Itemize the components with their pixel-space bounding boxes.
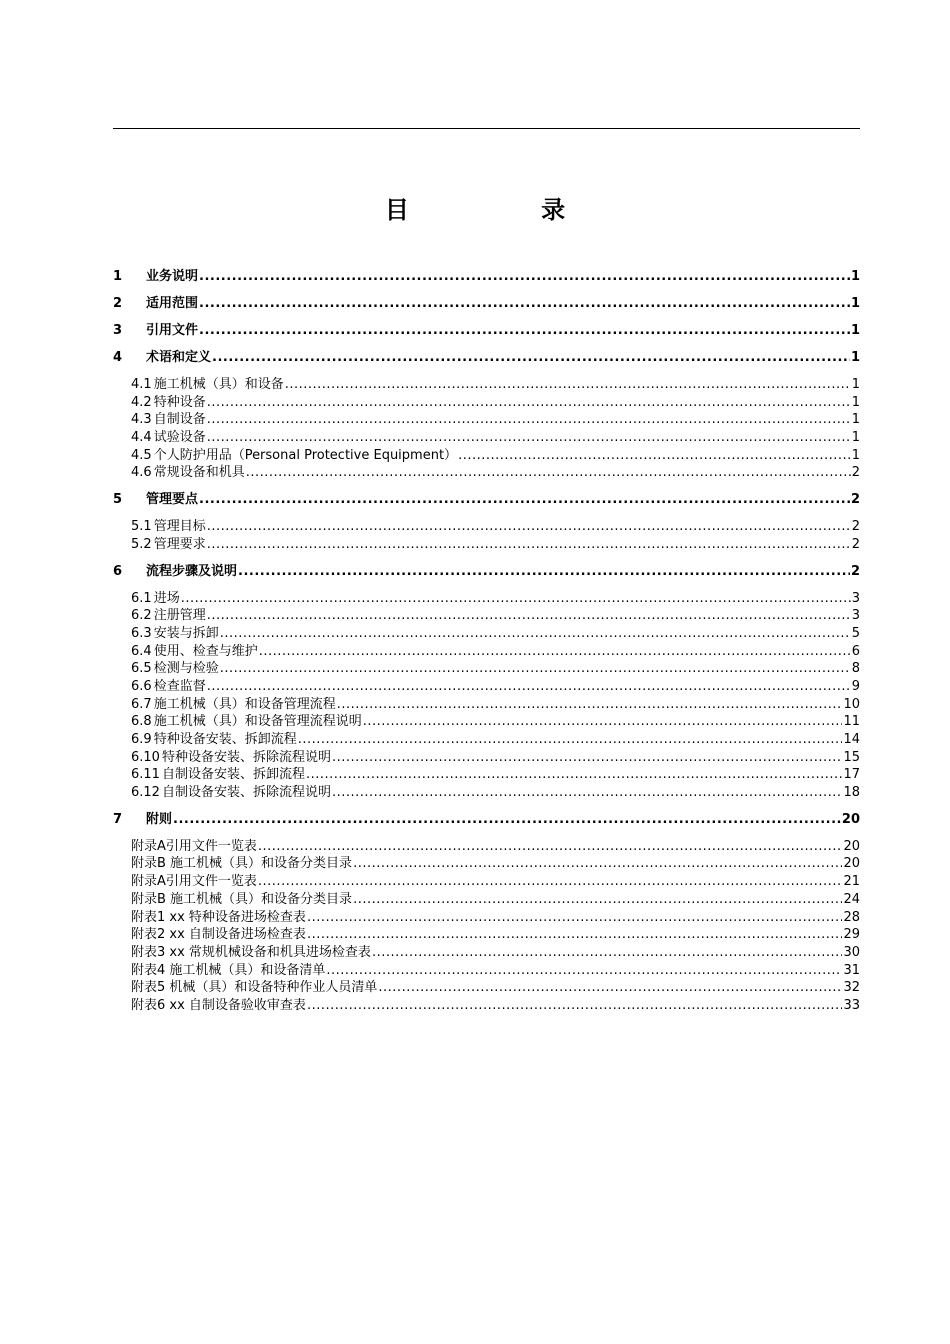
toc-entry-number: 6.12	[131, 785, 160, 801]
toc-entry-label: 附表3 xx 常规机械设备和机具进场检查表	[131, 944, 371, 960]
toc-entry-label: 适用范围	[146, 296, 199, 311]
toc-chapter-entry[interactable]	[113, 295, 860, 313]
toc-entry-title	[131, 429, 206, 447]
toc-page-number: 1	[851, 394, 860, 410]
toc-entry-number: 4.5	[131, 447, 152, 463]
toc-entry-number: 6.10	[131, 749, 160, 765]
toc-entry-title	[131, 766, 305, 784]
toc-section-entry[interactable]	[113, 926, 860, 944]
dot-leader	[298, 731, 843, 749]
toc-section-entry[interactable]	[113, 979, 860, 997]
toc-entry-number: 5.2	[131, 536, 152, 552]
toc-entry-label: 进场	[153, 590, 180, 606]
toc-entry-label: 检查监督	[153, 678, 206, 694]
toc-page-number: 2	[851, 465, 860, 481]
toc-page-number: 30	[843, 944, 860, 960]
toc-page-number: 1	[850, 269, 860, 284]
toc-entry-label: 附表4 施工机械（具）和设备清单	[131, 962, 326, 978]
dot-leader	[207, 607, 851, 625]
toc-section-entry[interactable]	[113, 997, 860, 1015]
toc-page-number: 14	[843, 732, 860, 747]
toc-page-number: 28	[843, 909, 860, 925]
toc-page-number: 21	[843, 874, 860, 890]
toc-section-entry[interactable]	[113, 464, 860, 482]
toc-section-entry[interactable]	[113, 411, 860, 429]
toc-entry-label: 特种设备	[153, 394, 206, 410]
toc-entry-title	[131, 394, 206, 412]
toc-chapter-entry[interactable]	[113, 811, 860, 829]
dot-leader	[353, 855, 842, 873]
toc-entry-title	[131, 607, 206, 625]
toc-entry-number: 6.7	[131, 696, 152, 712]
dot-leader	[207, 394, 851, 412]
toc-chapter-entry[interactable]	[113, 349, 860, 367]
toc-entry-title	[113, 295, 198, 313]
toc-entry-number: 6.11	[131, 767, 160, 783]
toc-entry-title	[131, 625, 219, 643]
toc-section-entry[interactable]	[113, 447, 860, 465]
toc-entry-number: 5	[113, 492, 123, 508]
toc-page-number: 1	[850, 296, 860, 311]
toc-page-number: 32	[843, 980, 860, 996]
toc-chapter-entry[interactable]	[113, 491, 860, 509]
toc-entry-label: 特种设备安装、拆卸流程	[153, 732, 297, 747]
toc-section-entry[interactable]	[113, 643, 860, 661]
toc-entry-number: 6.2	[131, 608, 152, 624]
dot-leader	[212, 349, 850, 367]
toc-page-number: 20	[841, 811, 860, 827]
dot-leader	[332, 784, 842, 802]
toc-entry-title	[131, 376, 284, 394]
toc-section-entry[interactable]	[113, 429, 860, 447]
toc-entry-label: 附录B 施工机械（具）和设备分类目录	[131, 856, 353, 872]
toc-section-entry[interactable]	[113, 749, 860, 767]
toc-entry-title	[131, 731, 297, 749]
toc-entry-title	[131, 518, 206, 536]
toc-entry-title	[131, 411, 206, 429]
toc-page-number: 2	[851, 536, 860, 552]
toc-entry-title	[113, 563, 237, 581]
toc-page-number: 3	[851, 608, 860, 624]
toc-chapter-entry[interactable]	[113, 268, 860, 286]
toc-section-entry[interactable]	[113, 376, 860, 394]
toc-page-number: 20	[843, 838, 860, 854]
toc-page-number: 33	[843, 997, 860, 1013]
toc-section-entry[interactable]	[113, 909, 860, 927]
toc-section-entry[interactable]	[113, 660, 860, 678]
toc-entry-title	[131, 660, 219, 678]
toc-entry-number: 3	[113, 323, 123, 338]
dot-leader	[332, 749, 842, 767]
toc-entry-label: 施工机械（具）和设备管理流程	[153, 696, 336, 712]
toc-page-number: 17	[843, 767, 860, 783]
dot-leader	[378, 979, 842, 997]
toc-entry-title	[131, 447, 457, 465]
toc-entry-number: 6.9	[131, 732, 152, 747]
toc-entry-title	[131, 536, 206, 554]
toc-page-number: 29	[843, 927, 860, 943]
toc-entry-label: 特种设备安装、拆除流程说明	[161, 749, 331, 765]
dot-leader	[173, 811, 841, 829]
toc-section-entry[interactable]	[113, 838, 860, 856]
header-rule	[113, 128, 860, 129]
toc-entry-label: 安装与拆卸	[153, 625, 219, 641]
dot-leader	[181, 590, 851, 608]
dot-leader	[307, 997, 843, 1015]
toc-entry-label: 使用、检查与维护	[153, 643, 258, 659]
toc-entry-number: 6	[113, 563, 123, 579]
toc-page-number: 1	[851, 430, 860, 446]
toc-entry-number: 7	[113, 811, 123, 827]
toc-section-entry[interactable]	[113, 394, 860, 412]
toc-section-entry[interactable]	[113, 713, 860, 731]
toc-page-number: 10	[843, 696, 860, 712]
toc-entry-label: 管理目标	[153, 519, 206, 535]
toc-entry-title	[131, 962, 325, 980]
toc-entry-label: 术语和定义	[146, 350, 212, 365]
page-title: 目 录	[384, 196, 628, 224]
toc-entry-number: 6.3	[131, 625, 152, 641]
toc-page-number: 1	[850, 323, 860, 338]
toc-entry-title	[113, 491, 198, 509]
toc-page-number: 1	[851, 377, 860, 392]
toc-entry-title	[131, 926, 306, 944]
toc-section-entry[interactable]	[113, 962, 860, 980]
toc-section-entry[interactable]	[113, 536, 860, 554]
toc-entry-title	[131, 979, 377, 997]
toc-section-entry[interactable]	[113, 590, 860, 608]
dot-leader	[458, 447, 851, 465]
toc-page-number: 2	[850, 563, 860, 579]
toc-entry-label: 附录A引用文件一览表	[131, 874, 257, 890]
toc-entry-title	[113, 349, 211, 367]
toc-entry-number: 5.1	[131, 519, 152, 535]
toc-chapter-entry[interactable]	[113, 322, 860, 340]
toc-entry-number: 4.4	[131, 430, 152, 446]
dot-leader	[207, 518, 851, 536]
toc-entry-label: 引用文件	[146, 323, 199, 338]
toc-section-entry[interactable]	[113, 855, 860, 873]
toc-page-number: 11	[843, 714, 860, 730]
toc-entry-number: 6.4	[131, 643, 152, 659]
toc-entry-title	[131, 944, 371, 962]
toc-page-number: 15	[843, 749, 860, 765]
toc-entry-number: 6.8	[131, 714, 152, 730]
toc-entry-title	[131, 855, 352, 873]
toc-entry-title	[131, 643, 258, 661]
dot-leader	[199, 322, 850, 340]
toc-entry-number: 4.2	[131, 394, 152, 410]
toc-section-entry[interactable]	[113, 784, 860, 802]
dot-leader	[306, 766, 842, 784]
toc-entry-number: 6.1	[131, 590, 152, 606]
toc-page-number: 24	[843, 891, 860, 907]
toc-section-entry[interactable]	[113, 678, 860, 696]
toc-entry-title	[131, 784, 331, 802]
toc-entry-label: 检测与检验	[153, 661, 219, 677]
dot-leader	[199, 295, 850, 313]
toc-entry-title	[131, 590, 180, 608]
toc-entry-title	[113, 322, 198, 340]
toc-entry-title	[131, 909, 306, 927]
toc-entry-title	[131, 464, 245, 482]
dot-leader	[238, 563, 850, 581]
toc-entry-number: 4.1	[131, 377, 152, 392]
toc-entry-label: 管理要求	[153, 536, 206, 552]
toc-section-entry[interactable]	[113, 891, 860, 909]
toc-entry-label: 业务说明	[146, 269, 199, 284]
toc-entry-label: 附表5 机械（具）和设备特种作业人员清单	[131, 980, 378, 996]
toc-page-number: 1	[851, 447, 860, 463]
toc-entry-label: 管理要点	[146, 492, 199, 508]
toc-entry-label: 附录A引用文件一览表	[131, 838, 257, 854]
toc-entry-label: 自制设备安装、拆卸流程	[161, 767, 305, 783]
toc-section-entry[interactable]	[113, 873, 860, 891]
toc-section-entry[interactable]	[113, 625, 860, 643]
toc-page-number: 3	[851, 590, 860, 606]
dot-leader	[246, 464, 851, 482]
dot-leader	[207, 536, 851, 554]
table-of-contents	[113, 268, 860, 1015]
dot-leader	[363, 713, 843, 731]
toc-entry-number: 6.6	[131, 678, 152, 694]
toc-page-number: 2	[850, 492, 860, 508]
toc-page-number: 2	[851, 519, 860, 535]
toc-entry-label: 施工机械（具）和设备	[153, 377, 284, 392]
toc-entry-label: 附表2 xx 自制设备进场检查表	[131, 927, 306, 943]
toc-entry-label: 附表6 xx 自制设备验收审查表	[131, 997, 306, 1013]
toc-entry-number: 1	[113, 269, 123, 284]
toc-entry-title	[131, 713, 362, 731]
toc-section-entry[interactable]	[113, 696, 860, 714]
dot-leader	[337, 696, 843, 714]
dot-leader	[372, 944, 843, 962]
toc-section-entry[interactable]	[113, 518, 860, 536]
dot-leader	[258, 838, 843, 856]
toc-entry-title	[131, 678, 206, 696]
toc-entry-title	[131, 696, 336, 714]
dot-leader	[259, 643, 851, 661]
toc-page-number: 20	[843, 856, 860, 872]
toc-entry-title	[113, 811, 172, 829]
toc-section-entry[interactable]	[113, 766, 860, 784]
toc-entry-label: 自制设备	[153, 412, 206, 428]
toc-entry-label: 附则	[146, 811, 173, 827]
toc-page-number: 1	[850, 350, 860, 365]
toc-entry-label: 个人防护用品（Personal Protective Equipment）	[153, 447, 458, 463]
dot-leader	[199, 268, 850, 286]
toc-entry-number: 4	[113, 350, 123, 365]
toc-entry-title	[131, 997, 306, 1015]
dot-leader	[326, 962, 842, 980]
dot-leader	[207, 429, 851, 447]
toc-page-number: 9	[851, 678, 860, 694]
toc-entry-title	[131, 838, 257, 856]
toc-entry-label: 常规设备和机具	[153, 465, 245, 481]
toc-page-number: 6	[851, 643, 860, 659]
toc-entry-title	[113, 268, 198, 286]
dot-leader	[207, 411, 851, 429]
toc-page-number: 8	[851, 661, 860, 677]
toc-entry-title	[131, 873, 257, 891]
toc-entry-number: 4.3	[131, 412, 152, 428]
toc-page-number: 31	[843, 962, 860, 978]
dot-leader	[199, 491, 850, 509]
toc-page-number: 1	[851, 412, 860, 428]
toc-section-entry[interactable]	[113, 607, 860, 625]
toc-entry-label: 流程步骤及说明	[146, 563, 238, 579]
dot-leader	[220, 625, 851, 643]
dot-leader	[307, 909, 843, 927]
toc-entry-label: 注册管理	[153, 608, 206, 624]
dot-leader	[258, 873, 843, 891]
dot-leader	[220, 660, 851, 678]
toc-entry-number: 4.6	[131, 465, 152, 481]
dot-leader	[307, 926, 843, 944]
dot-leader	[353, 891, 842, 909]
toc-entry-title	[131, 749, 331, 767]
toc-entry-number: 2	[113, 296, 123, 311]
toc-entry-title	[131, 891, 352, 909]
toc-page-number: 18	[843, 785, 860, 801]
toc-entry-label: 附表1 xx 特种设备进场检查表	[131, 909, 306, 925]
toc-entry-label: 附录B 施工机械（具）和设备分类目录	[131, 891, 353, 907]
toc-section-entry[interactable]	[113, 731, 860, 749]
dot-leader	[207, 678, 851, 696]
toc-entry-label: 自制设备安装、拆除流程说明	[161, 785, 331, 801]
toc-entry-label: 施工机械（具）和设备管理流程说明	[153, 714, 362, 730]
toc-entry-label: 试验设备	[153, 430, 206, 446]
dot-leader	[285, 376, 851, 394]
toc-section-entry[interactable]	[113, 944, 860, 962]
toc-entry-number: 6.5	[131, 661, 152, 677]
toc-chapter-entry[interactable]	[113, 563, 860, 581]
toc-page-number: 5	[851, 625, 860, 641]
